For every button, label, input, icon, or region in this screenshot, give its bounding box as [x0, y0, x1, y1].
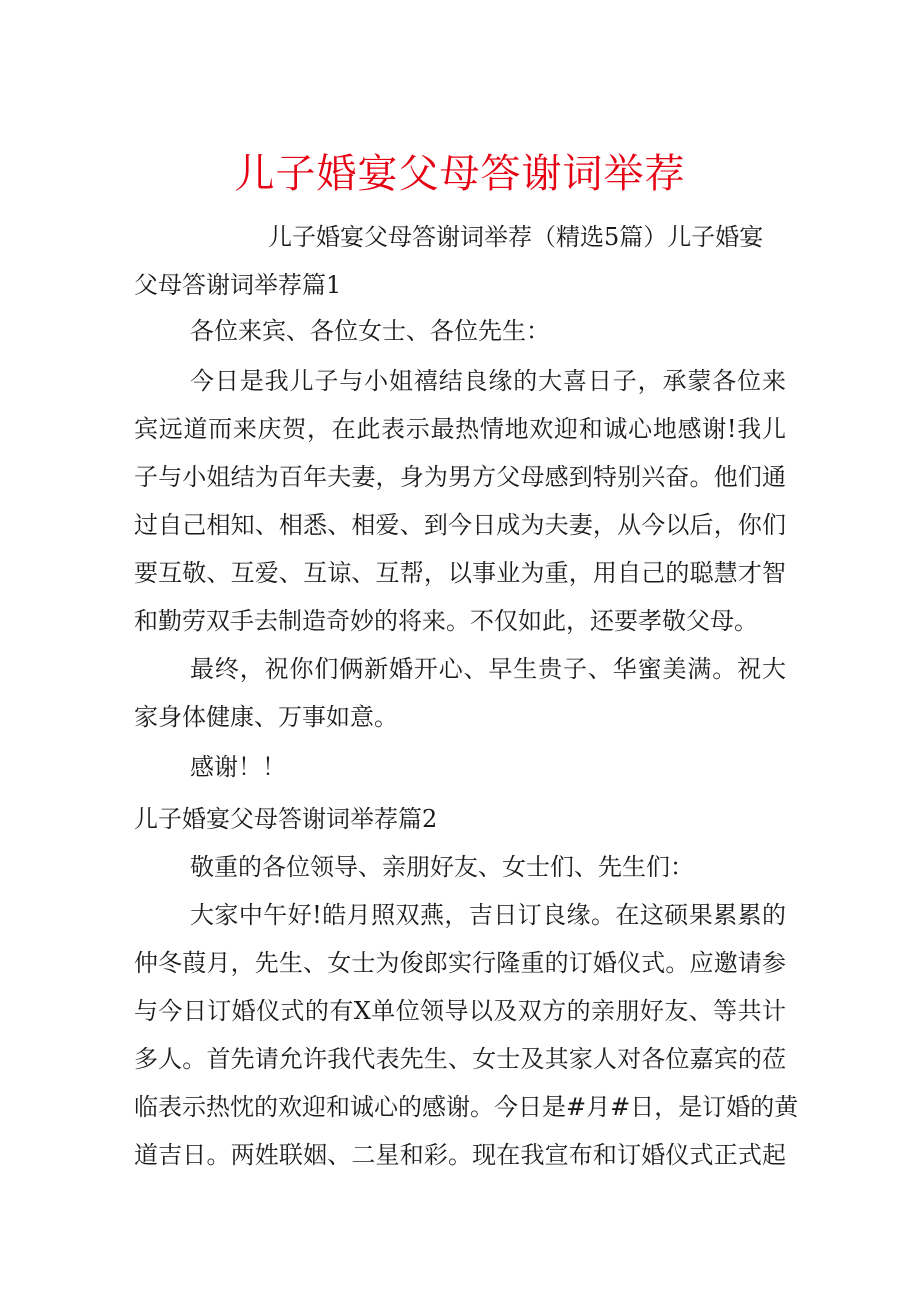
paragraph-1-line-5: 要互敬、互爱、互谅、互帮，以事业为重，用自己的聪慧才智: [134, 559, 786, 587]
greeting-2: 敬重的各位领导、亲朋好友、女士们、先生们：: [190, 853, 694, 881]
thanks-line: 感谢！！: [190, 753, 286, 781]
paragraph-3-line-4: 多人。首先请允许我代表先生、女士及其家人对各位嘉宾的莅: [134, 1045, 786, 1073]
paragraph-1-line-4: 过自己相知、相悉、相爱、到今日成为夫妻，从今以后，你们: [134, 511, 786, 539]
paragraph-1-line-1: 今日是我儿子与小姐禧结良缘的大喜日子，承蒙各位来: [190, 367, 786, 395]
paragraph-2-line-2: 家身体健康、万事如意。: [134, 703, 398, 731]
greeting-1: 各位来宾、各位女士、各位先生：: [190, 317, 550, 345]
paragraph-2-line-1: 最终，祝你们俩新婚开心、早生贵子、华蜜美满。祝大: [190, 655, 786, 683]
paragraph-1-line-3: 子与小姐结为百年夫妻，身为男方父母感到特别兴奋。他们通: [134, 463, 786, 491]
document-title: 儿子婚宴父母答谢词举荐: [234, 151, 686, 197]
paragraph-3-line-3: 与今日订婚仪式的有X单位领导以及双方的亲朋好友、等共计: [134, 997, 786, 1025]
paragraph-3-line-5: 临表示热忱的欢迎和诚心的感谢。今日是#月#日，是订婚的黄: [134, 1093, 799, 1121]
paragraph-1-line-6: 和勤劳双手去制造奇妙的将来。不仅如此，还要孝敬父母。: [134, 607, 758, 635]
paragraph-3-line-2: 仲冬葭月，先生、女士为俊郎实行隆重的订婚仪式。应邀请参: [134, 949, 786, 977]
paragraph-3-line-1: 大家中午好!皓月照双燕，吉日订良缘。在这硕果累累的: [190, 901, 786, 929]
intro-line-1: 儿子婚宴父母答谢词举荐（精选5篇）儿子婚宴: [268, 223, 764, 251]
section-heading-2: 儿子婚宴父母答谢词举荐篇2: [134, 805, 438, 833]
paragraph-3-line-6: 道吉日。两姓联姻、二星和彩。现在我宣布和订婚仪式正式起: [134, 1141, 786, 1169]
section-heading-1: 父母答谢词举荐篇1: [134, 271, 342, 299]
paragraph-1-line-2: 宾远道而来庆贺，在此表示最热情地欢迎和诚心地感谢!我儿: [134, 415, 786, 443]
